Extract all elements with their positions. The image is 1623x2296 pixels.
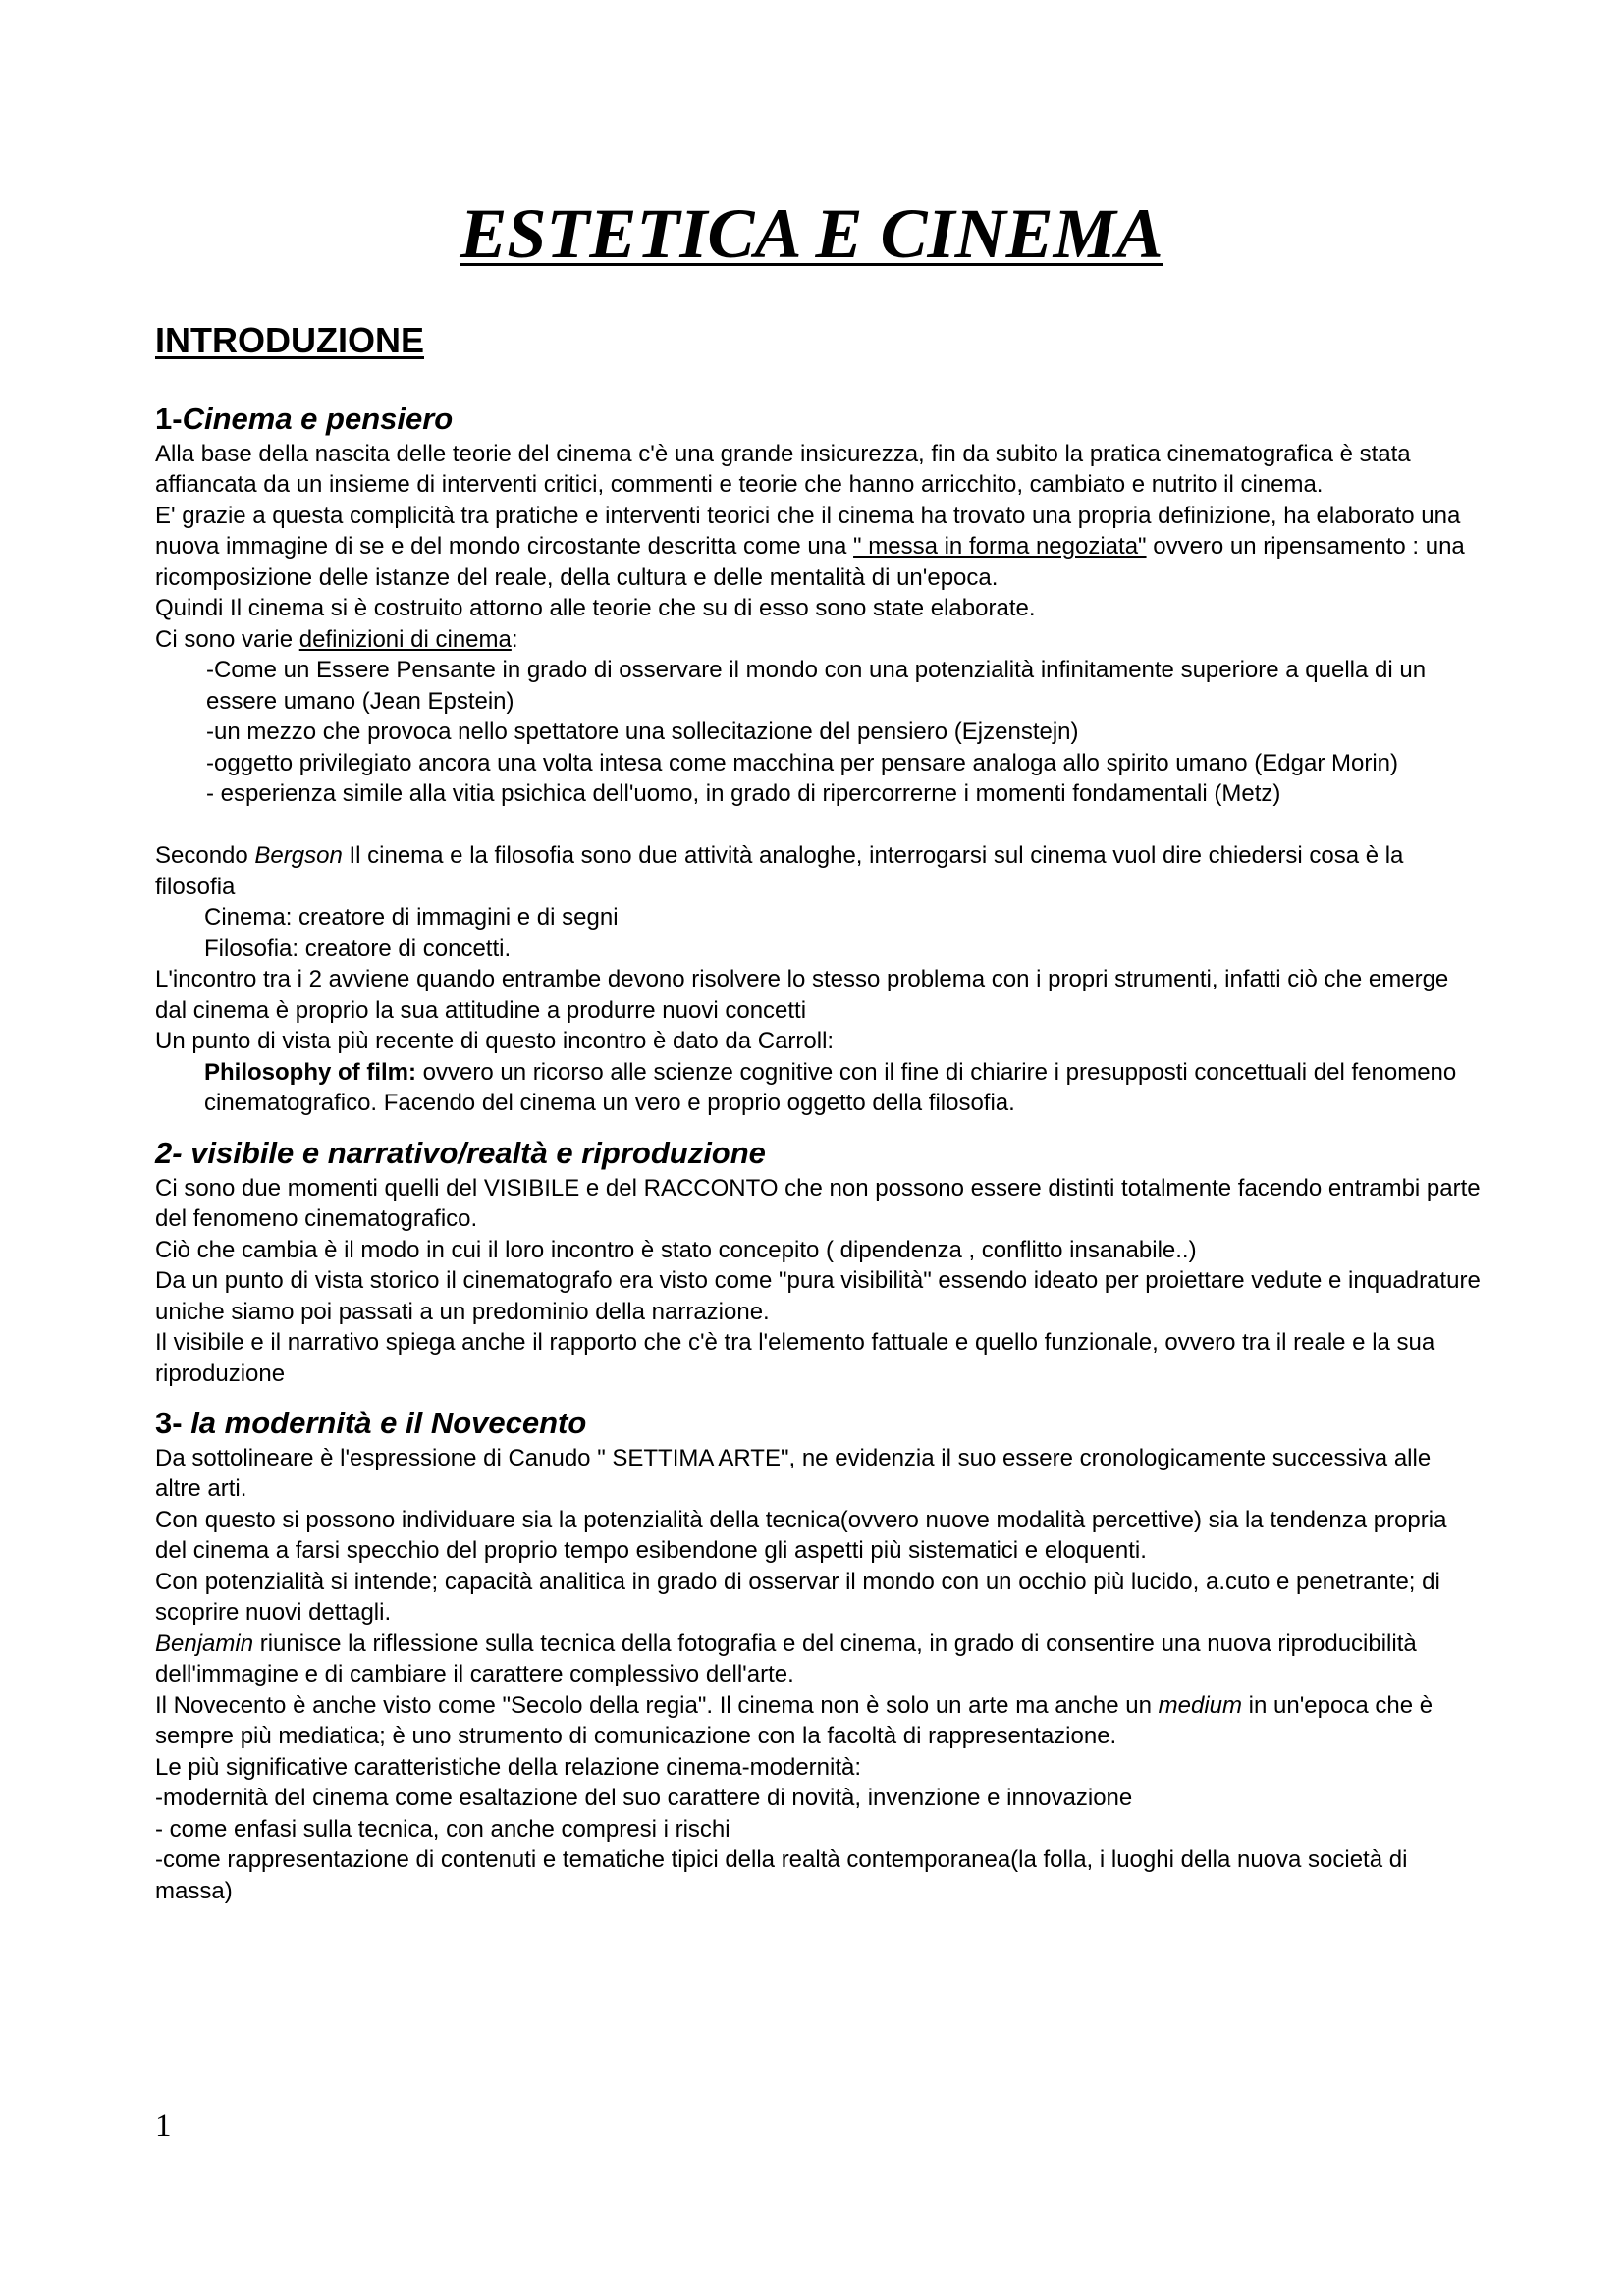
section-1-paragraph: Un punto di vista più recente di questo incontro è dato da Carroll:	[155, 1028, 835, 1055]
section-2-paragraph: Ci sono due momenti quelli del VISIBILE e del RACCONTO che non possono essere distinti totalmente facendo entrambi parte del fenomeno cinematografico.	[155, 1174, 1481, 1233]
section-3-paragraph: Con questo si possono individuare sia la potenzialità della tecnica(ovvero nuove modalità percettive) sia la tendenza propria del cinema a farsi specchio del proprio tempo esibendone gli aspetti più sistematici e eloquenti.	[155, 1506, 1447, 1565]
spacer	[155, 810, 1483, 841]
section-2-paragraph: Ciò che cambia è il modo in cui il loro incontro è stato concepito ( dipendenza , conflitto insanabile..)	[155, 1236, 1197, 1263]
section-1-paragraph: Alla base della nascita delle teorie del cinema c'è una grande insicurezza, fin da subito la pratica cinematografica è stata affiancata da un insieme di interventi critici, commenti e teorie che hanno arricchito, cambiato e nutrito il cinema.	[155, 440, 1411, 499]
definition-item: -un mezzo che provoca nello spettatore una sollecitazione del pensiero (Ejzenstejn)	[206, 719, 1079, 746]
section-1-number: 1-	[155, 401, 183, 437]
definition-item: - esperienza simile alla vitia psichica dell'uomo, in grado di ripercorrerne i momenti fondamentali (Metz)	[206, 780, 1281, 808]
intro-heading: INTRODUZIONE	[155, 320, 424, 360]
section-2-paragraph: Da un punto di vista storico il cinematografo era visto come "pura visibilità" essendo ideato per proiettare vedute e inquadrature uniche siamo poi passati a un predominio della narrazione.	[155, 1267, 1481, 1325]
section-3-title: la modernità e il Novecento	[182, 1406, 587, 1441]
philosophy-of-film-paragraph	[155, 1057, 1483, 1119]
text-span: Ci sono varie	[155, 625, 299, 653]
text-span: ovvero un ripensamento : una ricomposizione delle istanze del reale, della cultura e delle mentalità di un'epoca.	[155, 533, 1465, 591]
text-span: Secondo	[155, 842, 255, 870]
section-1-paragraph: L'incontro tra i 2 avviene quando entrambe devono risolvere lo stesso problema con i propri strumenti, infatti ciò che emerge dal cinema è proprio la sua attitudine a produrre nuovi concetti	[155, 966, 1449, 1024]
filosofia-line: Filosofia: creatore di concetti.	[204, 934, 512, 962]
definizioni-underlined: definizioni di cinema	[298, 625, 512, 653]
definition-item: -oggetto privilegiato ancora una volta intesa come macchina per pensare analoga allo spirito umano (Edgar Morin)	[206, 749, 1399, 776]
text-span: riunisce la riflessione sulla tecnica della fotografia e del cinema, in grado di consentire una nuova riproducibilità dell'immagine e di cambiare il carattere complessivo dell'arte.	[155, 1629, 1417, 1688]
messa-in-forma-quote: " messa in forma negoziata"	[853, 533, 1147, 561]
section-2-heading: 2- visibile e narrativo/realtà e riproduzione	[155, 1135, 766, 1170]
page-number: 1	[155, 2109, 172, 2144]
philosophy-of-film-label: Philosophy of film:	[204, 1058, 416, 1086]
list-item: - come enfasi sulla tecnica, con anche compresi i rischi	[155, 1815, 730, 1842]
document-body	[155, 319, 1483, 1906]
text-span: ovvero un ricorso alle scienze cognitive con il fine di chiarire i presupposti concettuali del fenomeno cinematografico. Facendo del cinema un vero e proprio oggetto della filosofia.	[204, 1058, 1457, 1117]
text-span: E' grazie a questa complicità tra pratiche e interventi teorici che il cinema ha trovato una propria definizione, ha elaborato una nuova immagine di se e del mondo circostante descritta come una	[155, 502, 1461, 561]
section-3-paragraph	[155, 1690, 1483, 1752]
section-2-paragraph: Il visibile e il narrativo spiega anche il rapporto che c'è tra l'elemento fattuale e quello funzionale, ovvero tra il reale e la sua riproduzione	[155, 1329, 1435, 1387]
section-3-heading	[155, 1405, 1483, 1443]
cinema-line: Cinema: creatore di immagini e di segni	[204, 904, 619, 932]
text-span: :	[511, 625, 518, 653]
benjamin-name: Benjamin	[155, 1629, 254, 1657]
text-span: in un'epoca che è sempre più mediatica; è uno strumento di comunicazione con la facoltà di rappresentazione.	[155, 1691, 1434, 1750]
section-1-paragraph: Quindi Il cinema si è costruito attorno alle teorie che su di esso sono state elaborate.	[155, 595, 1036, 622]
text-span: Il Novecento è anche visto come "Secolo della regia". Il cinema non è solo un arte ma anche un	[155, 1691, 1159, 1719]
definition-item: -Come un Essere Pensante in grado di osservare il mondo con una potenzialità infinitamente superiore a quella di un essere umano (Jean Epstein)	[206, 657, 1427, 715]
section-3-paragraph	[155, 1629, 1483, 1690]
bergson-paragraph	[155, 840, 1483, 902]
bergson-name: Bergson	[254, 842, 343, 870]
section-1-heading	[155, 400, 1483, 439]
document-title: ESTETICA E CINEMA	[460, 194, 1163, 273]
section-1-paragraph	[155, 624, 1483, 656]
list-item: -modernità del cinema come esaltazione del suo carattere di novità, invenzione e innovazione	[155, 1785, 1133, 1812]
section-1-title: Cinema e pensiero	[182, 401, 454, 437]
medium-word: medium	[1158, 1691, 1242, 1719]
list-item: -come rappresentazione di contenuti e tematiche tipici della realtà contemporanea(la folla, i luoghi della nuova società di massa)	[155, 1846, 1408, 1904]
section-3-number: 3-	[155, 1406, 183, 1441]
section-1-paragraph	[155, 501, 1483, 594]
section-3-paragraph: Con potenzialità si intende; capacità analitica in grado di osservar il mondo con un occhio più lucido, a.cuto e penetrante; di scoprire nuovi dettagli.	[155, 1568, 1440, 1627]
text-span: Il cinema e la filosofia sono due attività analoghe, interrogarsi sul cinema vuol dire chiedersi cosa è la filosofia	[155, 842, 1404, 900]
section-3-paragraph: Da sottolineare è l'espressione di Canudo " SETTIMA ARTE", ne evidenzia il suo essere cronologicamente successiva alle altre arti.	[155, 1444, 1432, 1503]
section-3-paragraph: Le più significative caratteristiche della relazione cinema-modernità:	[155, 1753, 862, 1781]
